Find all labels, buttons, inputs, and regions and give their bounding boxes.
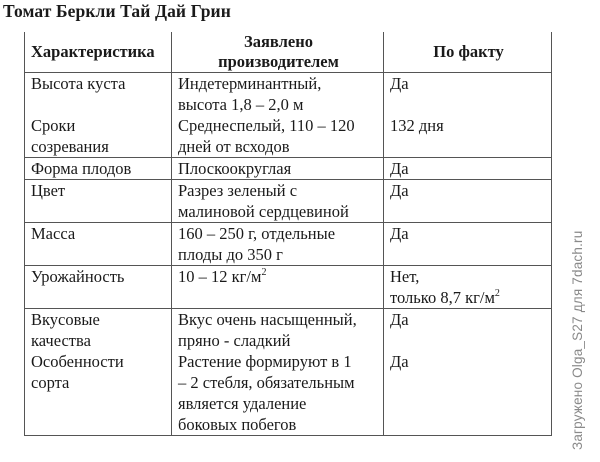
cell-line [178,266,379,287]
cell-line: Особенности [31,352,124,371]
cell-line: Да [390,352,409,371]
cell-declared [172,158,384,180]
cell-line: плоды до 350 г [178,245,283,264]
spec-table [24,32,552,436]
cell-line: является удаление [178,394,307,413]
cell-line: Форма плодов [31,159,132,178]
cell-characteristic [25,180,172,223]
cell-line: Вкус очень насыщенный, [178,310,357,329]
cell-characteristic [25,73,172,158]
cell-line: сорта [31,373,70,392]
cell-actual [384,309,552,436]
document-title: Томат Беркли Тай Дай Грин [3,1,231,21]
cell-line: 132 дня [390,116,444,135]
cell-line: качества [31,331,91,350]
superscript: 2 [261,267,267,278]
cell-line: созревания [31,137,109,156]
cell-actual [384,73,552,158]
cell-line: – 2 стебля, обязательным [178,373,355,392]
cell-line: высота 1,8 – 2,0 м [178,95,304,114]
cell-line: Плоскоокруглая [178,159,292,178]
watermark-text: Загружено Olga_S27 для 7dach.ru [570,230,585,450]
cell-line: Сроки [31,116,76,135]
cell-actual [384,266,552,309]
cell-line [390,287,547,308]
header-actual: По факту [384,32,552,73]
cell-line: Масса [31,224,76,243]
cell-characteristic [25,223,172,266]
cell-line: Вкусовые [31,310,100,329]
cell-line: малиновой сердцевиной [178,202,349,221]
cell-characteristic [25,266,172,309]
cell-line: Разрез зеленый с [178,181,298,200]
table-row [25,180,552,223]
cell-declared [172,266,384,309]
cell-line: 160 – 250 г, отдельные [178,224,336,243]
cell-characteristic [25,158,172,180]
cell-actual [384,180,552,223]
cell-declared [172,73,384,158]
superscript: 2 [494,288,500,299]
cell-line: Цвет [31,181,66,200]
cell-line: Нет, [390,267,420,286]
cell-actual [384,158,552,180]
table-row [25,73,552,158]
cell-line: Да [390,159,409,178]
cell-line: боковых побегов [178,415,297,434]
cell-line: Растение формируют в 1 [178,352,352,371]
cell-line: Да [390,74,409,93]
cell-line: дней от всходов [178,137,290,156]
table-row [25,223,552,266]
cell-line: Да [390,224,409,243]
yield-actual-value: только 8,7 кг/м [390,288,495,307]
header-declared-line1: Заявлено [244,32,313,51]
cell-line: Да [390,181,409,200]
cell-line: Да [390,310,409,329]
cell-declared [172,309,384,436]
cell-declared [172,223,384,266]
cell-line: Среднеспелый, 110 – 120 [178,116,355,135]
table-row [25,266,552,309]
table-row [25,158,552,180]
cell-line: пряно - сладкий [178,331,291,350]
cell-declared [172,180,384,223]
cell-characteristic [25,309,172,436]
table-header-row [25,32,552,73]
cell-actual [384,223,552,266]
header-declared-line2: производителем [218,52,339,71]
cell-line: Урожайность [31,267,125,286]
cell-line: Индетерминантный, [178,74,322,93]
header-declared [172,32,384,73]
table-row [25,309,552,436]
cell-line: Высота куста [31,74,126,93]
yield-declared-value: 10 – 12 кг/м [178,267,262,286]
header-characteristic: Характеристика [25,32,172,73]
